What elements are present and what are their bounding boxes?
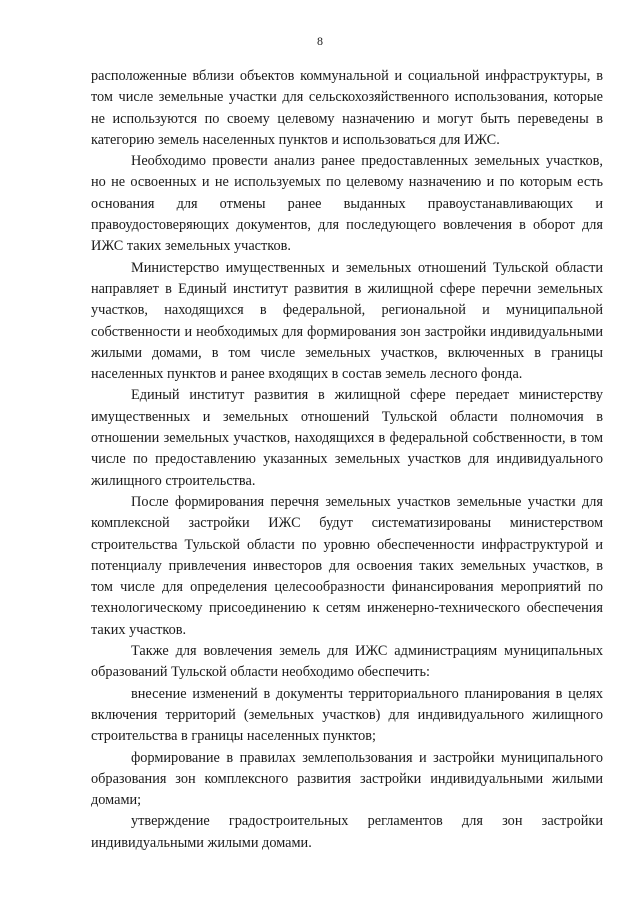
paragraph-4: Единый институт развития в жилищной сфере передает министерству имущественных и земельных отношений Тульской области полномочия в отношении земельных участков, находящихся в федеральной собственности, в том числе по предоставлению указанных земельных участков для индивидуального жилищного строительства. <box>91 387 603 489</box>
list-item-1: внесение изменений в документы территориального планирования в целях включения территорий (земельных участков) для индивидуального жилищного строительства в границы населенных пунктов; <box>91 685 603 745</box>
paragraph-1: расположенные вблизи объектов коммунальной и социальной инфраструктуры, в том числе земельные участки для сельскохозяйственного использования, которые не используются по своему целевому назначению и могут быть переведены в категорию земель населенных пунктов и использоваться для ИЖС. <box>91 68 603 148</box>
document-body <box>91 66 603 854</box>
list-item-3: утверждение градостроительных регламентов для зон застройки индивидуальными жилыми домами. <box>91 813 603 851</box>
paragraph-5: После формирования перечня земельных участков земельные участки для комплексной застройки ИЖС будут систематизированы министерством строительства Тульской области по уровню обеспеченности инфраструктурой и потенциалу привлечения инвесторов для освоения таких земельных участков, в том числе для определения целесообразности финансирования мероприятий по технологическому присоединению к сетям инженерно-технического обеспечения таких участков. <box>91 493 603 638</box>
paragraph-3: Министерство имущественных и земельных отношений Тульской области направляет в Единый институт развития в жилищной сфере перечни земельных участков, находящихся в федеральной, региональной и муниципальной собственности и необходимых для формирования зон застройки индивидуальными жилыми домами, в том числе земельных участков, включенных в границы населенных пунктов и ранее входящих в состав земель лесного фонда. <box>91 259 603 383</box>
page-number: 8 <box>317 34 323 48</box>
list-item-2: формирование в правилах землепользования и застройки муниципального образования зон комплексного развития застройки индивидуальными жилыми домами; <box>91 749 603 809</box>
paragraph-6: Также для вовлечения земель для ИЖС администрациям муниципальных образований Тульской области необходимо обеспечить: <box>91 643 603 681</box>
paragraph-2: Необходимо провести анализ ранее предоставленных земельных участков, но не освоенных и не используемых по целевому назначению и по которым есть основания для отмены ранее выданных правоустанавливающих и правоудостоверяющих документов, для последующего вовлечения в оборот для ИЖС таких земельных участков. <box>91 153 603 255</box>
